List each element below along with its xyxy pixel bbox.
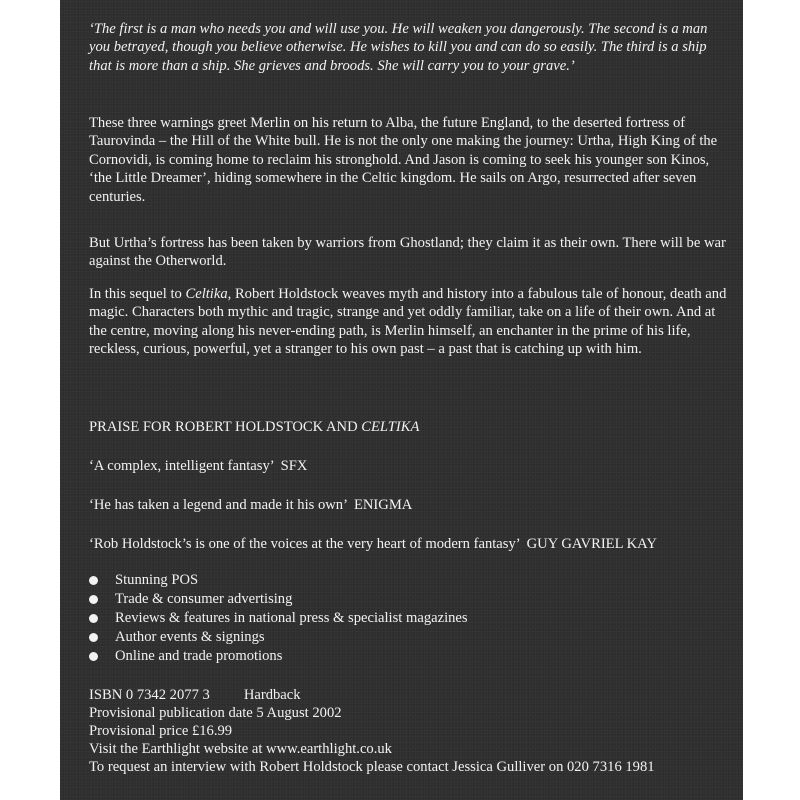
price: Provisional price £16.99 <box>89 722 233 739</box>
list-item <box>89 628 609 647</box>
opening-quote: ‘The first is a man who needs you and will use you. He will weaken you dangerously. The second is a man you betrayed, though you believe otherwise. He wishes to kill you and can do so easily. The third is a ship that is more than a ship. She grieves and broods. She will carry you to your grave.’ <box>89 21 708 74</box>
review-source: ENIGMA <box>353 497 413 513</box>
paragraph-3-intro: In this sequel to <box>89 286 186 302</box>
format: Hardback <box>243 687 301 703</box>
praise-heading-prefix: PRAISE FOR ROBERT HOLDSTOCK AND <box>89 419 362 435</box>
review-text: ‘He has taken a legend and made it his own’ <box>89 497 348 513</box>
bullet-icon <box>89 614 98 623</box>
review-source: SFX <box>280 458 308 474</box>
isbn: ISBN 0 7342 2077 3 <box>89 687 210 703</box>
list-item <box>89 647 609 666</box>
bullet-icon <box>89 652 98 661</box>
list-item <box>89 590 609 609</box>
synopsis-paragraph-3 <box>89 285 729 359</box>
list-item <box>89 571 609 590</box>
review-quote <box>89 457 729 475</box>
paragraph-3-rest: , Robert Holdstock weaves myth and history into a fabulous tale of honour, death and magic. Characters both mythic and tragic, strange and yet oddly familiar, take on a life of their own. And at the centre, moving along his never-ending path, is Merlin himself, an enchanter in the prime of his life, reckless, curious, powerful, yet a stranger to his own past – a past that is catching up with him. <box>89 286 727 358</box>
list-item-label: Online and trade promotions <box>115 647 283 664</box>
praise-heading-title: CELTIKA <box>361 419 420 435</box>
contact-line: To request an interview with Robert Holdstock please contact Jessica Gulliver on 020 7316 1981 <box>89 758 655 775</box>
review-quote <box>89 535 739 553</box>
bullet-icon <box>89 595 98 604</box>
publication-details <box>89 687 739 777</box>
review-text: ‘Rob Holdstock’s is one of the voices at the very heart of modern fantasy’ <box>89 536 521 552</box>
website-line: Visit the Earthlight website at www.earthlight.co.uk <box>89 740 392 757</box>
synopsis-paragraph-1: These three warnings greet Merlin on his return to Alba, the future England, to the deserted fortress of Taurovinda – the Hill of the White bull. He is not the only one making the journey: Urtha, High King of the Cornovidi, is coming home to reclaim his stronghold. And Jason is coming to seek his younger son Kinos, ‘the Little Dreamer’, hiding somewhere in the Celtic kingdom. He sails on Argo, resurrected after seven centuries. <box>89 115 718 205</box>
review-source: GUY GAVRIEL KAY <box>526 536 657 552</box>
isbn-line <box>89 687 739 705</box>
list-item-label: Author events & signings <box>115 628 265 645</box>
marketing-list <box>89 571 609 666</box>
review-text: ‘A complex, intelligent fantasy’ <box>89 458 275 474</box>
list-item <box>89 609 609 628</box>
publication-date: Provisional publication date 5 August 2002 <box>89 704 342 721</box>
praise-heading <box>89 418 729 436</box>
bullet-icon <box>89 576 98 585</box>
synopsis-paragraph-2: But Urtha’s fortress has been taken by warriors from Ghostland; they claim it as their own. There will be war against the Otherworld. <box>89 235 726 270</box>
bullet-icon <box>89 633 98 642</box>
list-item-label: Stunning POS <box>115 572 199 588</box>
book-title-celtika: Celtika <box>185 286 228 302</box>
review-quote <box>89 496 729 514</box>
list-item-label: Reviews & features in national press & specialist magazines <box>115 609 468 626</box>
list-item-label: Trade & consumer advertising <box>115 590 293 607</box>
